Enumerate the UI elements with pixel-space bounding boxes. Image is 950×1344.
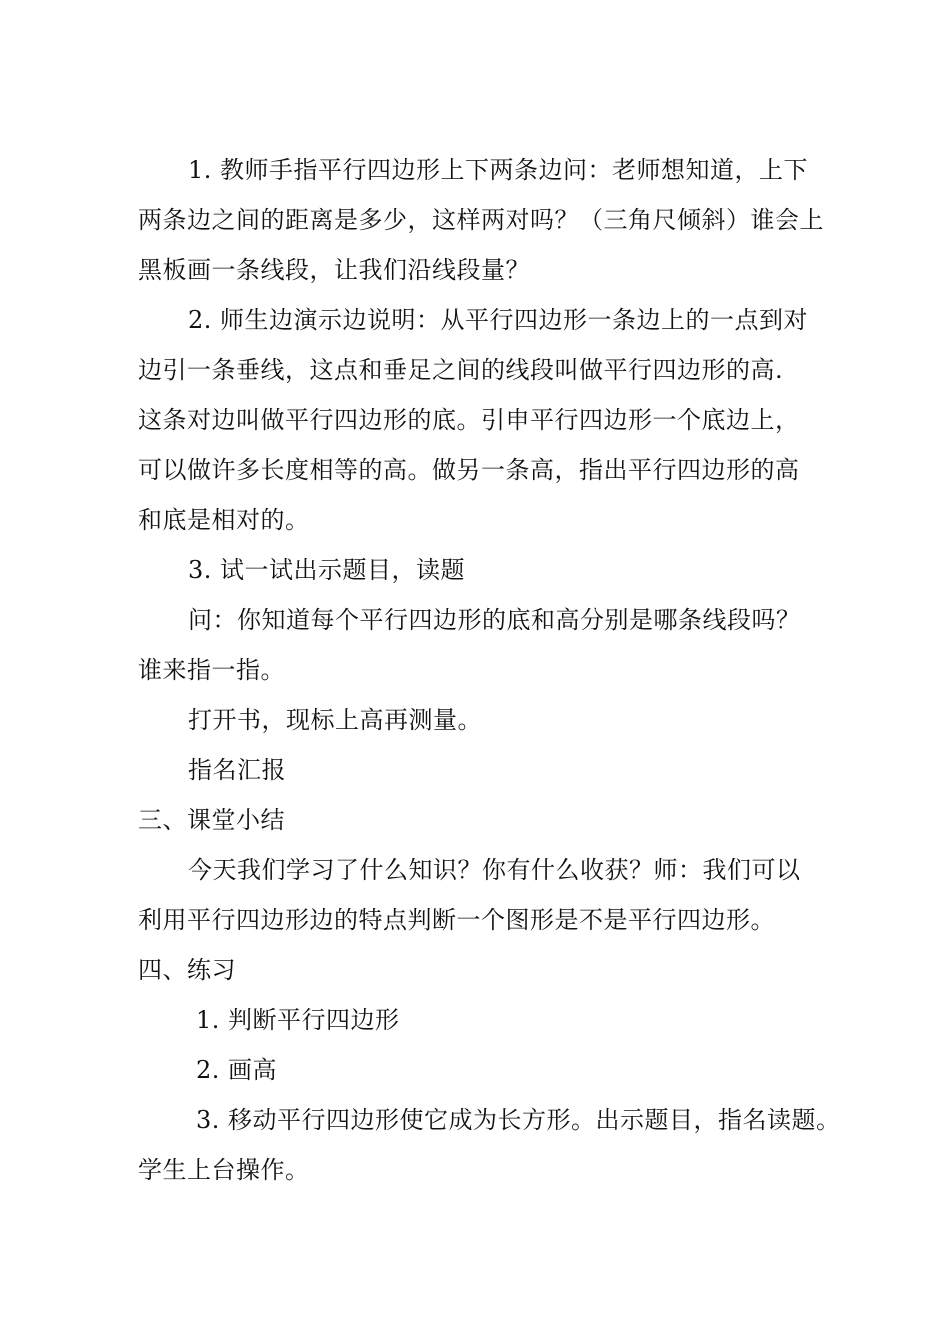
paragraph-line: 这条对边叫做平行四边形的底。引申平行四边形一个底边上， <box>138 406 800 434</box>
paragraph-line: 谁来指一指。 <box>138 656 285 684</box>
document-body <box>138 145 841 1195</box>
paragraph-line: 问：你知道每个平行四边形的底和高分别是哪条线段吗？ <box>188 606 801 634</box>
list-item: 1. 判断平行四边形 <box>196 1006 400 1034</box>
paragraph-line: 利用平行四边形边的特点判断一个图形是不是平行四边形。 <box>138 906 775 934</box>
paragraph-line: 黑板画一条线段，让我们沿线段量？ <box>138 256 530 284</box>
section-heading: 三、课堂小结 <box>138 806 285 834</box>
paragraph-line: 3. 试一试出示题目，读题 <box>188 556 466 584</box>
paragraph-line: 今天我们学习了什么知识？你有什么收获？师：我们可以 <box>188 856 801 884</box>
paragraph-line: 学生上台操作。 <box>138 1156 310 1184</box>
paragraph-line: 2. 师生边演示边说明：从平行四边形一条边上的一点到对 <box>188 306 809 334</box>
paragraph-line: 边引一条垂线，这点和垂足之间的线段叫做平行四边形的高. <box>138 356 784 384</box>
paragraph-line: 打开书，现标上高再测量。 <box>188 706 482 734</box>
section-heading: 四、练习 <box>138 956 236 984</box>
paragraph-line: 两条边之间的距离是多少，这样两对吗？（三角尺倾斜）谁会上 <box>138 206 824 234</box>
paragraph-line: 和底是相对的。 <box>138 506 310 534</box>
list-item: 2. 画高 <box>196 1056 278 1084</box>
paragraph-line: 可以做许多长度相等的高。做另一条高，指出平行四边形的高 <box>138 456 800 484</box>
paragraph-line: 1. 教师手指平行四边形上下两条边问：老师想知道，上下 <box>188 156 809 184</box>
paragraph-line: 指名汇报 <box>188 756 286 784</box>
list-item: 3. 移动平行四边形使它成为长方形。出示题目，指名读题。 <box>196 1106 841 1134</box>
